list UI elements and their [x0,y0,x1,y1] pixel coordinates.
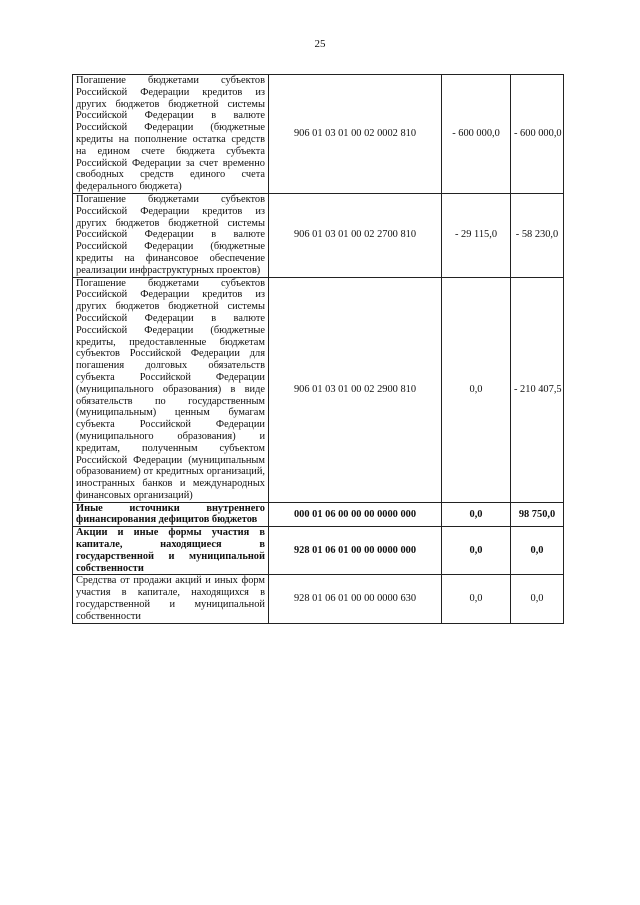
row-value-year-2: - 210 407,5 [511,277,564,502]
row-budget-code: 928 01 06 01 00 00 0000 630 [269,575,442,623]
row-value-year-1: 0,0 [442,527,511,575]
row-description: Средства от продажи акций и иных форм участия в капитале, находящихся в государственной и муниципальной собственности [73,575,269,623]
budget-table-body [73,75,564,624]
table-row [73,502,564,527]
row-value-year-2: - 600 000,0 [511,75,564,194]
row-value-year-1: 0,0 [442,575,511,623]
row-value-year-2: 0,0 [511,527,564,575]
row-budget-code: 906 01 03 01 00 02 0002 810 [269,75,442,194]
table-row [73,193,564,277]
row-description: Погашение бюджетами субъектов Российской Федерации кредитов из других бюджетов бюджетной системы Российской Федерации в валюте Российской Федерации (бюджетные кредиты, предоставленные бюджетам субъектов Российской Федерации для погашения долговых обязательств субъекта Российской Федерации (муниципального образования) в виде обязательств по государственным (муниципальным) ценным бумагам субъекта Российской Федерации (муниципального образования) и кредитам, полученным субъектом Российской Федерации (муниципальным образованием) от кредитных организаций, иностранных банков и международных финансовых организаций) [73,277,269,502]
page-number: 25 [314,38,326,50]
row-value-year-1: 0,0 [442,502,511,527]
row-description: Погашение бюджетами субъектов Российской Федерации кредитов из других бюджетов бюджетной системы Российской Федерации в валюте Российской Федерации (бюджетные кредиты на пополнение остатка средств на едином счете бюджета субъекта Российской Федерации за счет временно свободных средств единого счета федерального бюджета) [73,75,269,194]
row-description: Погашение бюджетами субъектов Российской Федерации кредитов из других бюджетов бюджетной системы Российской Федерации в валюте Российской Федерации (бюджетные кредиты на финансовое обеспечение реализации инфраструктурных проектов) [73,193,269,277]
row-budget-code: 928 01 06 01 00 00 0000 000 [269,527,442,575]
row-budget-code: 000 01 06 00 00 00 0000 000 [269,502,442,527]
table-row [73,575,564,623]
row-budget-code: 906 01 03 01 00 02 2900 810 [269,277,442,502]
table-row [73,277,564,502]
row-value-year-1: 0,0 [442,277,511,502]
budget-sources-table [72,74,564,624]
row-budget-code: 906 01 03 01 00 02 2700 810 [269,193,442,277]
table-row [73,75,564,194]
row-value-year-2: 98 750,0 [511,502,564,527]
row-value-year-1: - 29 115,0 [442,193,511,277]
row-value-year-1: - 600 000,0 [442,75,511,194]
row-description: Иные источники внутреннего финансирования дефицитов бюджетов [73,502,269,527]
row-value-year-2: - 58 230,0 [511,193,564,277]
row-value-year-2: 0,0 [511,575,564,623]
table-row [73,527,564,575]
row-description: Акции и иные формы участия в капитале, находящиеся в государственной и муниципальной собственности [73,527,269,575]
